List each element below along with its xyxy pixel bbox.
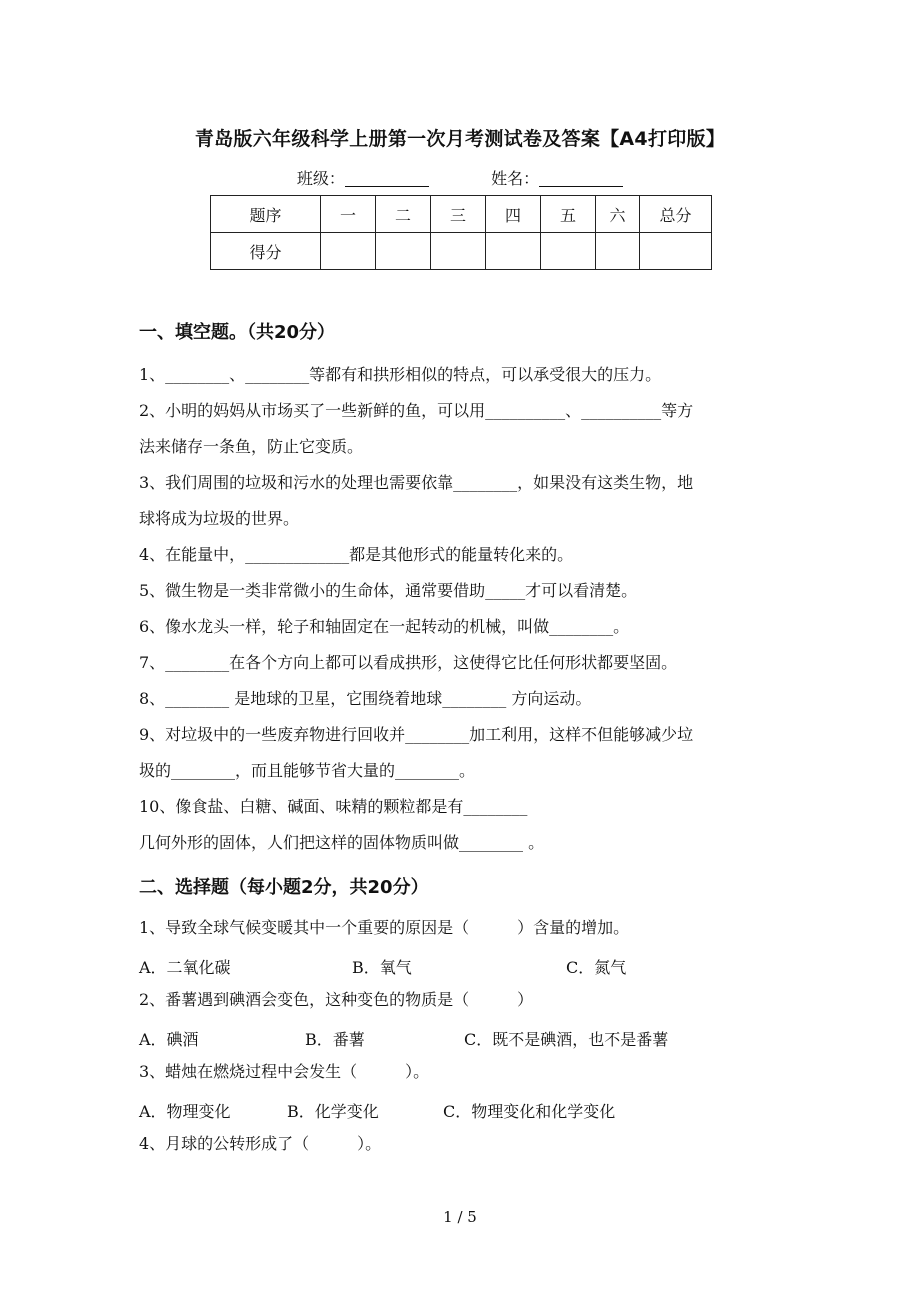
choice-option[interactable]: C．既不是碘酒，也不是番薯 bbox=[464, 1030, 669, 1049]
question-line: 1、导致全球气候变暖其中一个重要的原因是（ ）含量的增加。 bbox=[139, 918, 630, 937]
choice-option[interactable]: B．化学变化 bbox=[287, 1102, 379, 1121]
question-line: 4、月球的公转形成了（ ）。 bbox=[139, 1134, 382, 1153]
question-line: 10、像食盐、白糖、碱面、味精的颗粒都是有________ bbox=[139, 797, 528, 816]
section2-heading: 二、选择题（每小题2分，共20分） bbox=[139, 877, 429, 898]
question-line: 1、________、________等都有和拱形相似的特点，可以承受很大的压力。 bbox=[139, 365, 662, 384]
score-row-label: 得分 bbox=[211, 233, 321, 270]
question-line: 球将成为垃圾的世界。 bbox=[139, 509, 300, 528]
choice-option[interactable]: A．二氧化碳 bbox=[139, 958, 231, 977]
page-number: 1 / 5 bbox=[443, 1208, 477, 1226]
score-table-score-row bbox=[211, 233, 712, 270]
score-header-cell: 题序 bbox=[211, 196, 321, 233]
score-cell[interactable] bbox=[541, 233, 596, 270]
question-line: 9、对垃圾中的一些废弃物进行回收并________加工利用，这样不但能够减少垃 bbox=[139, 725, 694, 744]
class-blank bbox=[345, 170, 429, 187]
score-cell[interactable] bbox=[321, 233, 376, 270]
score-cell[interactable] bbox=[596, 233, 640, 270]
score-header-cell: 六 bbox=[596, 196, 640, 233]
page-title: 青岛版六年级科学上册第一次月考测试卷及答案【A4打印版】 bbox=[194, 128, 726, 150]
score-header-cell: 总分 bbox=[640, 196, 712, 233]
score-header-cell: 三 bbox=[431, 196, 486, 233]
score-cell[interactable] bbox=[486, 233, 541, 270]
section1-heading: 一、填空题。（共20分） bbox=[139, 322, 336, 343]
score-header-cell: 五 bbox=[541, 196, 596, 233]
score-cell[interactable] bbox=[431, 233, 486, 270]
score-cell[interactable] bbox=[376, 233, 431, 270]
score-header-cell: 一 bbox=[321, 196, 376, 233]
question-line: 4、在能量中，_____________都是其他形式的能量转化来的。 bbox=[139, 545, 574, 564]
score-table bbox=[210, 195, 712, 270]
question-line: 法来储存一条鱼，防止它变质。 bbox=[139, 437, 364, 456]
question-line: 5、微生物是一类非常微小的生命体，通常要借助_____才可以看清楚。 bbox=[139, 581, 638, 600]
question-line: 2、番薯遇到碘酒会变色，这种变色的物质是（ ） bbox=[139, 990, 534, 1009]
score-table-header-row bbox=[211, 196, 712, 233]
choice-option[interactable]: C．氮气 bbox=[566, 958, 627, 977]
name-label: 姓名： bbox=[491, 169, 540, 188]
class-label: 班级： bbox=[296, 169, 345, 188]
score-cell[interactable] bbox=[640, 233, 712, 270]
choice-option[interactable]: B．番薯 bbox=[305, 1030, 365, 1049]
question-line: 3、蜡烛在燃烧过程中会发生（ ）。 bbox=[139, 1062, 430, 1081]
score-header-cell: 二 bbox=[376, 196, 431, 233]
question-line: 几何外形的固体，人们把这样的固体物质叫做________ 。 bbox=[139, 833, 545, 852]
choice-option[interactable]: A．碘酒 bbox=[139, 1030, 199, 1049]
question-line: 7、________在各个方向上都可以看成拱形，这使得它比任何形状都要坚固。 bbox=[139, 653, 678, 672]
name-blank bbox=[539, 170, 623, 187]
question-line: 6、像水龙头一样，轮子和轴固定在一起转动的机械，叫做________。 bbox=[139, 617, 630, 636]
question-line: 2、小明的妈妈从市场买了一些新鲜的鱼，可以用__________、__________等方 bbox=[139, 401, 694, 420]
question-line: 3、我们周围的垃圾和污水的处理也需要依靠________，如果没有这类生物，地 bbox=[139, 473, 694, 492]
choice-option[interactable]: A．物理变化 bbox=[139, 1102, 231, 1121]
choice-option[interactable]: C．物理变化和化学变化 bbox=[443, 1102, 616, 1121]
score-header-cell: 四 bbox=[486, 196, 541, 233]
choice-option[interactable]: B．氧气 bbox=[352, 958, 412, 977]
question-line: 圾的________，而且能够节省大量的________。 bbox=[139, 761, 476, 780]
question-line: 8、________ 是地球的卫星，它围绕着地球________ 方向运动。 bbox=[139, 689, 592, 708]
student-info-line bbox=[0, 166, 920, 189]
